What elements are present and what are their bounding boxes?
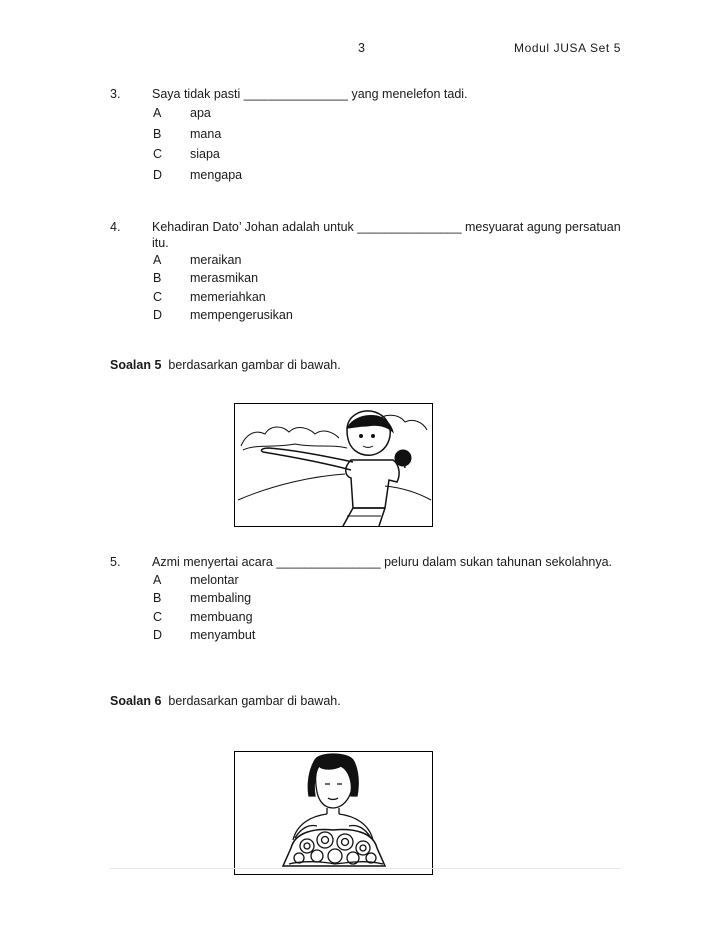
- option-text: mana: [190, 127, 222, 141]
- question-text-line1: Kehadiran Dato’ Johan adalah untuk _______________ mesyuarat agung persatuan: [152, 220, 621, 234]
- section-6-instruction: [110, 694, 341, 708]
- question-text-line2: itu.: [152, 236, 169, 250]
- option-letter: D: [153, 168, 163, 182]
- question-text: Azmi menyertai acara _______________ peluru dalam sukan tahunan sekolahnya.: [152, 555, 613, 569]
- option-text: menyambut: [190, 628, 256, 642]
- question-number: 5.: [110, 555, 121, 569]
- question-text: Saya tidak pasti _______________ yang menelefon tadi.: [152, 87, 468, 101]
- module-title: Modul JUSA Set 5: [514, 41, 621, 55]
- option-text: merasmikan: [190, 271, 259, 285]
- option-text: meraikan: [190, 253, 242, 267]
- page-footer-divider: [110, 868, 620, 869]
- option-text: melontar: [190, 573, 239, 587]
- option-letter: D: [153, 308, 163, 322]
- option-letter: D: [153, 628, 163, 642]
- option-letter: C: [153, 290, 163, 304]
- option-text: apa: [190, 106, 211, 120]
- option-text: memeriahkan: [190, 290, 266, 304]
- option-letter: B: [153, 127, 162, 141]
- option-letter: C: [153, 610, 163, 624]
- option-text: membaling: [190, 591, 252, 605]
- option-letter: A: [153, 106, 162, 120]
- section-label: Soalan 6: [110, 694, 162, 708]
- option-letter: C: [153, 147, 163, 161]
- section-label: Soalan 5: [110, 358, 162, 372]
- option-text: siapa: [190, 147, 220, 161]
- option-letter: A: [153, 573, 162, 587]
- option-letter: A: [153, 253, 162, 267]
- question-number: 3.: [110, 87, 121, 101]
- section-instruction-text: berdasarkan gambar di bawah.: [168, 694, 341, 708]
- shot-put-illustration: [234, 403, 433, 527]
- option-text: membuang: [190, 610, 253, 624]
- girl-arranging-flowers-image: [235, 752, 432, 874]
- option-letter: B: [153, 271, 162, 285]
- option-text: mengapa: [190, 168, 243, 182]
- option-letter: B: [153, 591, 162, 605]
- page-number: 3: [358, 41, 365, 55]
- section-5-instruction: [110, 358, 341, 372]
- boy-throwing-image: [235, 404, 432, 526]
- option-text: mempengerusikan: [190, 308, 293, 322]
- question-number: 4.: [110, 220, 121, 234]
- girl-flowers-illustration: [234, 751, 433, 875]
- section-instruction-text: berdasarkan gambar di bawah.: [168, 358, 341, 372]
